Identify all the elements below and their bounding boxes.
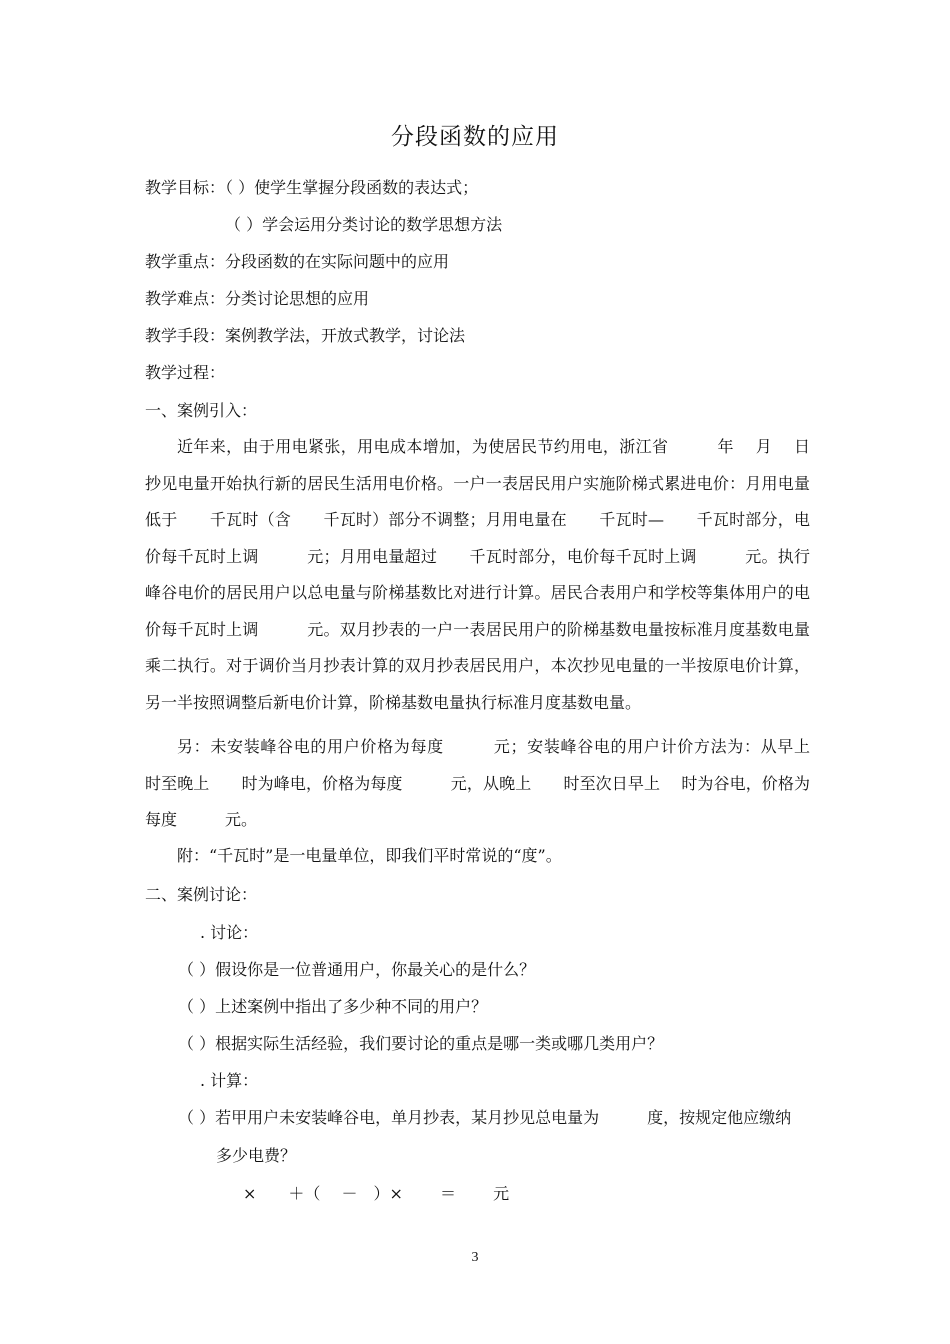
case-note-paragraph: 附：“千瓦时”是一电量单位，即我们平时常说的“度”。 — [177, 846, 562, 865]
teaching-methods: 教学手段：案例教学法，开放式教学，讨论法 — [145, 326, 466, 345]
calculation-question-1: （ ）若甲用户未安装峰谷电，单月抄表，某月抄见总电量为 度，按规定他应缴纳 — [178, 1108, 792, 1127]
discussion-label: . 讨论： — [200, 923, 259, 942]
case-intro-paragraph: 近年来，由于用电紧张，用电成本增加，为使居民节约用电，浙江省 年 月 日抄见电量开始执行新的居民生活用电价格。一户一表居民用户实施阶梯式累进电价：月用电量低于 千瓦时（含 千瓦时）部分不调整；月用电量在 千瓦时— 千瓦时部分，电价每千瓦时上调 元；月用电量超过 千瓦时部分，电价每千瓦时上调 元。执行峰谷电价的居民用户以总电量与阶梯基数比对进行计算。居民合表用户和学校等集体用户的电价每千瓦时上调 元。双月抄表的一户一表居民用户的阶梯基数电量按标准月度基数电量乘二执行。对于调价当月抄表计算的双月抄表居民用户，本次抄见电量的一半按原电价计算，另一半按照调整后新电价计算，阶梯基数电量执行标准月度基数电量。 — [145, 437, 810, 712]
teaching-objectives: 教学目标：（ ）使学生掌握分段函数的表达式； — [145, 178, 479, 197]
teaching-process: 教学过程： — [145, 363, 226, 382]
teaching-key-point: 教学重点：分段函数的在实际问题中的应用 — [145, 252, 450, 271]
calculation-question-1-cont: 多少电费？ — [216, 1146, 297, 1165]
section-1-heading: 一、案例引入： — [145, 401, 258, 420]
page-number: 3 — [471, 1250, 479, 1265]
discussion-question-3: （ ）根据实际生活经验，我们要讨论的重点是哪一类或哪几类用户？ — [178, 1034, 664, 1053]
calculation-label: . 计算： — [200, 1071, 259, 1090]
case-supplement-paragraph: 另：未安装峰谷电的用户价格为每度 元；安装峰谷电的用户计价方法为：从早上 时至晚上 时为峰电，价格为每度 元，从晚上 时至次日早上 时为谷电，价格为每度 元。 — [145, 737, 827, 829]
teaching-difficulty: 教学难点：分类讨论思想的应用 — [145, 289, 370, 308]
page-title: 分段函数的应用 — [391, 124, 559, 150]
section-2-heading: 二、案例讨论： — [145, 885, 258, 904]
calculation-formula: × ＋（ － ）× ＝ 元 — [243, 1184, 510, 1203]
teaching-objective-2: （ ）学会运用分类讨论的数学思想方法 — [225, 215, 503, 234]
discussion-question-2: （ ）上述案例中指出了多少种不同的用户？ — [178, 997, 488, 1016]
discussion-question-1: （ ）假设你是一位普通用户，你最关心的是什么？ — [178, 960, 536, 979]
